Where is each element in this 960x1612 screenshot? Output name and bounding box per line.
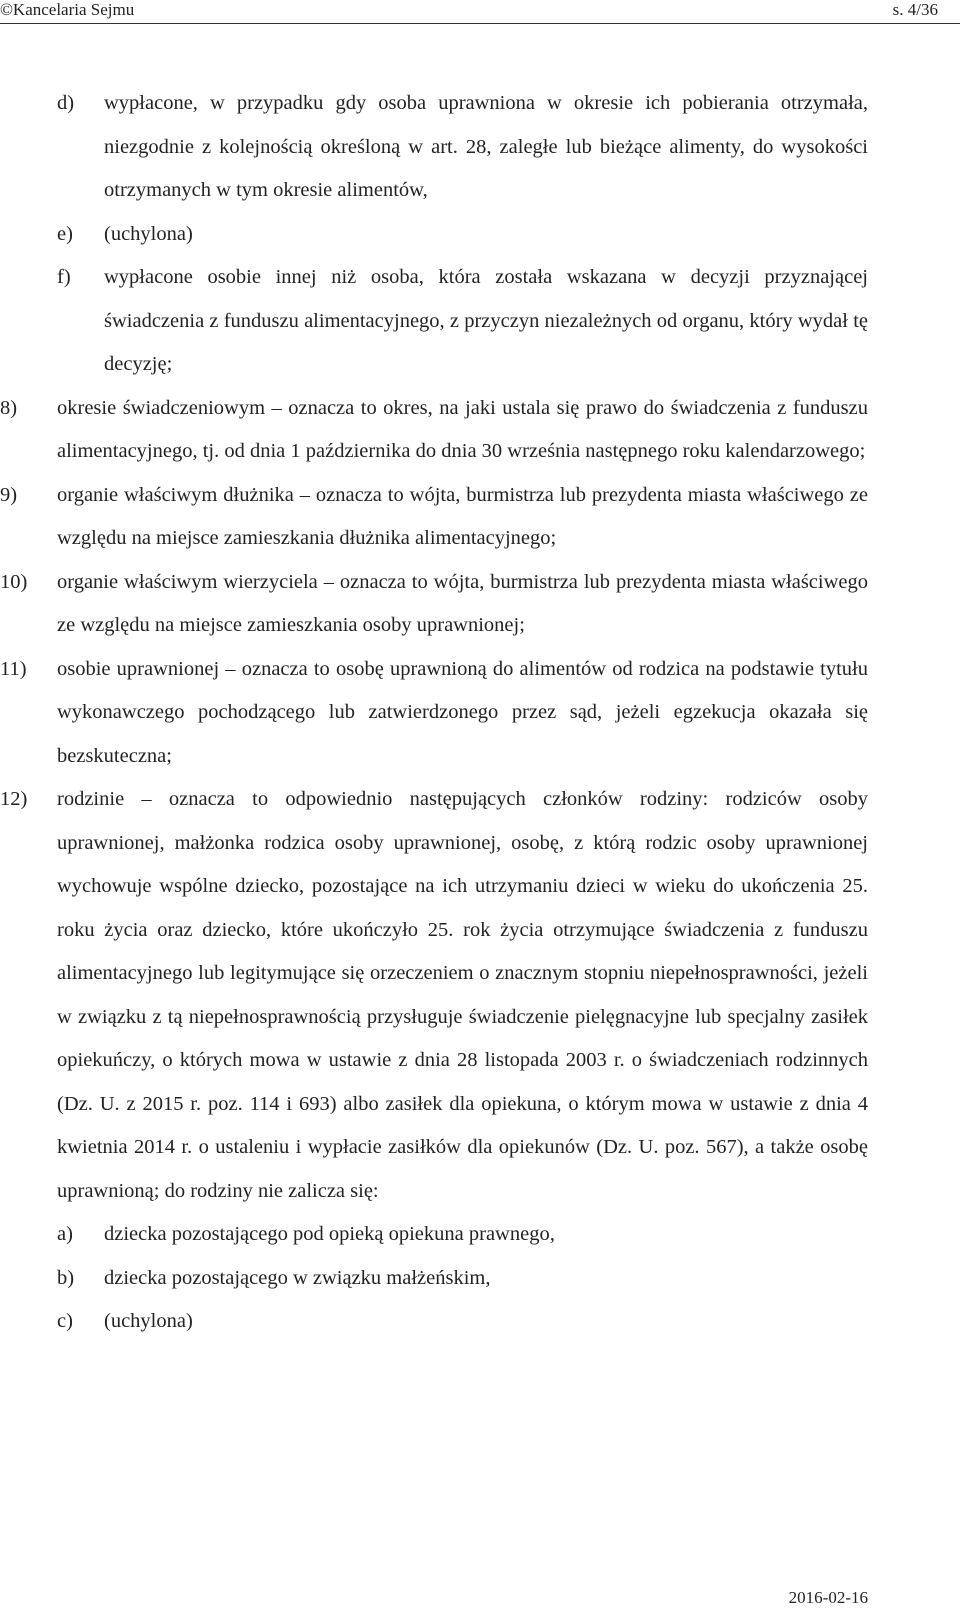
item-text: wypłacone osobie innej niż osoba, która została wskazana w decyzji przyznającej świadczenia z funduszu alimentacyjnego, z przyczyn niezależnych od organu, który wydał tę decyzję; xyxy=(104,266,868,375)
sub-item-c xyxy=(0,1300,960,1344)
list-item-d xyxy=(0,82,960,213)
item-text: rodzinie – oznacza to odpowiednio następujących członków rodziny: rodziców osoby uprawnionej, małżonka rodzica osoby uprawnionej, osobę, z którą rodzic osoby uprawnionej wychowuje wspólne dziecko, pozostające na ich utrzymaniu dzieci w wieku do ukończenia 25. roku życia oraz dziecko, które ukończyło 25. rok życia otrzymujące świadczenia z funduszu alimentacyjnego lub legitymujące się orzeczeniem o znacznym stopniu niepełnosprawności, jeżeli w związku z tą niepełnosprawnością przysługuje świadczenie pielęgnacyjne lub specjalny zasiłek opiekuńczy, o których mowa w ustawie z dnia 28 listopada 2003 r. o świadczeniach rodzinnych (Dz. U. z 2015 r. poz. 114 i 693) albo zasiłek dla opiekuna, o którym mowa w ustawie z dnia 4 kwietnia 2014 r. o ustaleniu i wypłacie zasiłków dla opiekunów (Dz. U. poz. 567), a także osobę uprawnioną; do rodziny nie zalicza się: xyxy=(57,788,868,1202)
page-number: s. 4/36 xyxy=(892,0,938,19)
sub-item-a xyxy=(0,1213,960,1257)
item-text: organie właściwym wierzyciela – oznacza to wójta, burmistrza lub prezydenta miasta właściwego ze względu na miejsce zamieszkania osoby uprawnionej; xyxy=(57,570,868,636)
list-item-10 xyxy=(0,561,960,648)
list-item-f xyxy=(0,256,960,387)
list-item-9 xyxy=(0,474,960,561)
item-number: 9) xyxy=(0,483,18,506)
sub-item-b xyxy=(0,1257,960,1301)
list-item-e xyxy=(0,213,960,257)
item-number: c) xyxy=(57,1310,73,1332)
list-item-8 xyxy=(0,387,960,474)
item-text: dziecka pozostającego w związku małżeńskim, xyxy=(104,1266,491,1289)
item-text: osobie uprawnionej – oznacza to osobę uprawnioną do alimentów od rodzica na podstawie tytułu wykonawczego pochodzącego lub zatwierdzonego przez sąd, jeżeli egzekucja okazała się bezskuteczna; xyxy=(57,657,868,767)
item-number: f) xyxy=(57,266,71,288)
item-number: 8) xyxy=(0,396,18,419)
list-item-12 xyxy=(0,778,960,1213)
list-item-11 xyxy=(0,648,960,779)
document-body xyxy=(0,82,960,1344)
item-number: 10) xyxy=(0,570,28,593)
item-number: e) xyxy=(57,222,73,245)
document-date: 2016-02-16 xyxy=(788,1588,868,1607)
item-text: wypłacone, w przypadku gdy osoba uprawniona w okresie ich pobierania otrzymała, niezgodnie z kolejnością określoną w art. 28, zaległe lub bieżące alimenty, do wysokości otrzymanych w tym okresie alimentów, xyxy=(104,92,868,201)
item-number: a) xyxy=(57,1223,73,1245)
item-text: okresie świadczeniowym – oznacza to okres, na jaki ustala się prawo do świadczenia z funduszu alimentacyjnego, tj. od dnia 1 października do dnia 30 września następnego roku kalendarzowego; xyxy=(57,396,868,462)
item-number: b) xyxy=(57,1266,75,1289)
item-text: (uchylona) xyxy=(104,222,193,245)
item-number: 12) xyxy=(0,788,28,810)
header-divider xyxy=(0,23,960,24)
item-number: d) xyxy=(57,92,75,114)
item-text: dziecka pozostającego pod opieką opiekuna prawnego, xyxy=(104,1223,555,1245)
copyright-text: ©Kancelaria Sejmu xyxy=(0,0,135,19)
item-text: (uchylona) xyxy=(104,1310,193,1332)
page-header xyxy=(0,0,960,28)
item-text: organie właściwym dłużnika – oznacza to wójta, burmistrza lub prezydenta miasta właściwego ze względu na miejsce zamieszkania dłużnika alimentacyjnego; xyxy=(57,483,868,549)
item-number: 11) xyxy=(0,657,27,680)
